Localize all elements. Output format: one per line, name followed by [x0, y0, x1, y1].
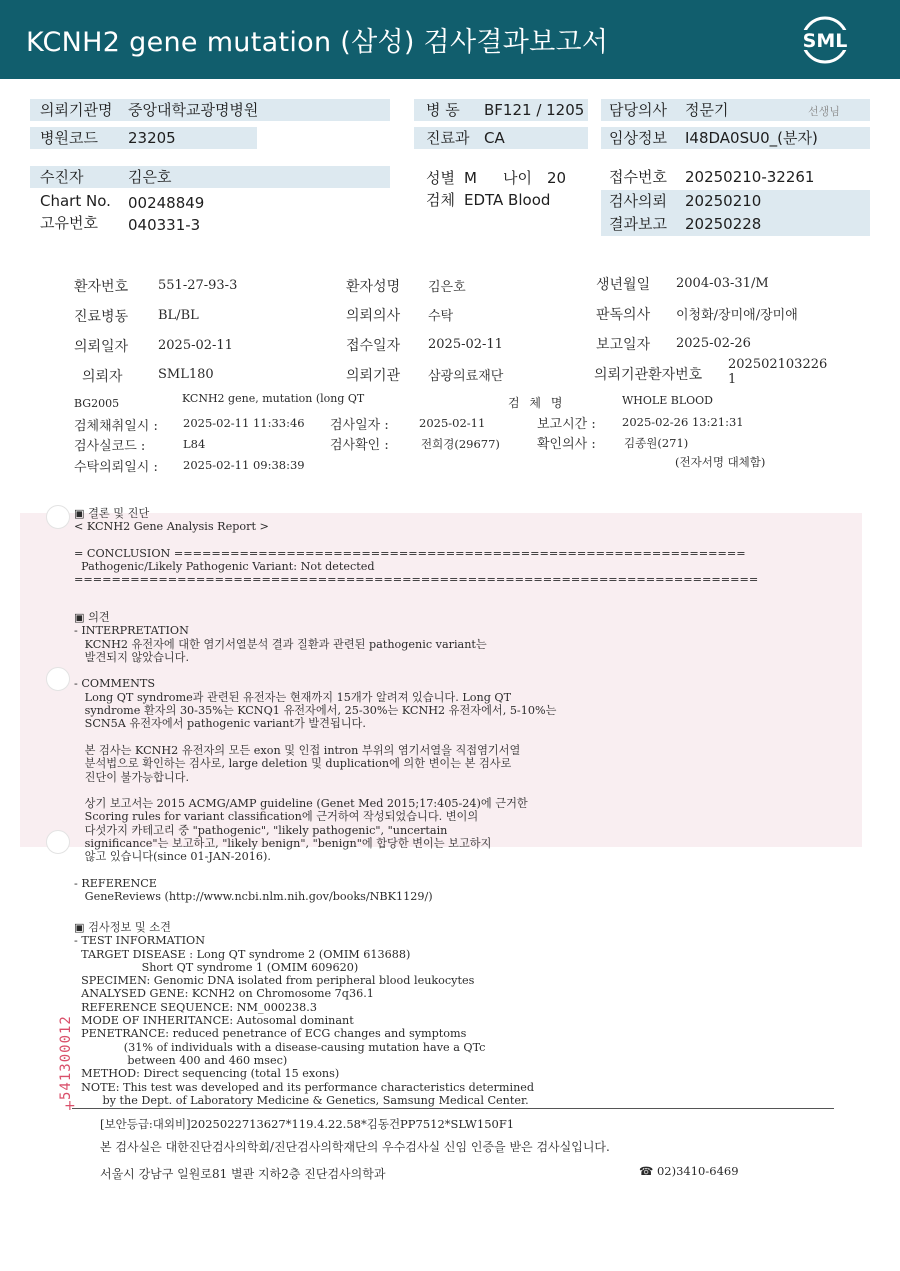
conclusion-section: ▣ 결론 및 진단 < KCNH2 Gene Analysis Report > = CONCLUSION ============================================================= Pathogenic/Likely Pathogenic Variant: Not detected =========================================================================: [74, 507, 759, 587]
unique-no-label: 고유번호: [40, 214, 98, 232]
punch-hole: [46, 667, 70, 691]
patient-no-label: 환자번호: [74, 279, 129, 295]
chart-no-label: Chart No.: [40, 192, 111, 210]
sml-logo-icon: [796, 12, 854, 68]
req-org-value: 삼광의료재단: [428, 369, 504, 384]
security-line: [보안등급:대외비]2025022713627*119.4.22.58*김동건PP7512*SLW150F1: [100, 1117, 515, 1131]
report-date-label: 보고일자: [596, 337, 651, 353]
req-date-value: 2025-02-11: [158, 338, 233, 353]
lab-code-label: 검사실코드 :: [74, 439, 146, 454]
confirm-value: 김종원(271): [624, 436, 689, 450]
ward-doc-value: BL/BL: [158, 308, 199, 323]
consign-label: 수탁의뢰일시 :: [74, 460, 158, 475]
lab-phone: ☎ 02)3410-6469: [639, 1164, 739, 1178]
label-bar: [30, 166, 390, 188]
test-check-value: 전희경(29677): [421, 437, 500, 451]
result-value: 20250228: [685, 215, 762, 233]
confirm-label: 확인의사 :: [537, 437, 596, 452]
report-time-label: 보고시간 :: [537, 417, 596, 432]
report-time-value: 2025-02-26 13:21:31: [622, 415, 744, 429]
req-org-pt-value: 202502103226: [728, 357, 828, 372]
reading-label: 판독의사: [596, 307, 651, 323]
lab-address: 서울시 강남구 일원로81 별관 지하2층 진단검사의학과: [100, 1167, 386, 1181]
patient-value: 김은호: [128, 168, 172, 186]
report-date-value: 2025-02-26: [676, 336, 751, 351]
sex-label: 성별: [426, 169, 455, 187]
specimen-doc-value: WHOLE BLOOD: [622, 394, 713, 407]
reading-value: 이청화/장미애/장미애: [676, 308, 798, 323]
req-date-label: 의뢰일자: [74, 339, 129, 355]
receipt-value: 20250210-32261: [685, 168, 815, 186]
lab-code-value: L84: [183, 437, 206, 451]
req-org-label: 의뢰기관: [346, 368, 401, 384]
receipt-label: 접수번호: [609, 168, 667, 186]
specimen-value: EDTA Blood: [464, 191, 551, 209]
referring-org-value: 중앙대학교광명병원: [128, 101, 259, 119]
patient-name-value: 김은호: [428, 280, 466, 295]
hospital-code-label: 병원코드: [40, 129, 98, 147]
side-plus-mark: +: [64, 1098, 76, 1114]
clinical-value: I48DA0SU0_(분자): [685, 129, 818, 147]
unique-no-value: 040331-3: [128, 216, 201, 234]
chart-no-value: 00248849: [128, 194, 205, 212]
hospital-code-value: 23205: [128, 129, 176, 147]
birth-label: 생년월일: [596, 277, 651, 293]
doctor-label: 담당의사: [609, 101, 667, 119]
req-doctor-value: 수탁: [428, 309, 454, 324]
result-label: 결과보고: [609, 215, 667, 233]
dept-value: CA: [484, 129, 505, 147]
report-header: [0, 0, 900, 79]
sex-value: M: [464, 169, 477, 187]
ward-label: 병 동: [426, 101, 460, 119]
clinical-label: 임상정보: [609, 129, 667, 147]
specimen-label: 검체: [426, 191, 455, 209]
requester-value: SML180: [158, 367, 214, 382]
ward-doc-label: 진료병동: [74, 309, 129, 325]
ward-value: BF121 / 1205: [484, 101, 585, 119]
patient-label: 수진자: [40, 168, 84, 186]
req-org-pt-label: 의뢰기관환자번호: [594, 367, 703, 383]
divider: [72, 1108, 834, 1109]
patient-name-label: 환자성명: [346, 279, 401, 295]
punch-hole: [46, 830, 70, 854]
age-value: 20: [547, 169, 567, 187]
recv-date-value: 2025-02-11: [428, 337, 503, 352]
birth-value: 2004-03-31/M: [676, 276, 769, 291]
logo-text: SML: [802, 30, 848, 52]
req-doctor-label: 의뢰의사: [346, 308, 401, 324]
test-code: BG2005: [74, 397, 120, 410]
test-date-value: 2025-02-11: [419, 416, 486, 430]
dept-label: 진료과: [426, 129, 470, 147]
certification-line: 본 검사실은 대한진단검사의학회/진단검사의학재단의 우수검사실 신임 인증을 받은 검사실입니다.: [100, 1140, 610, 1154]
test-date-label: 검사일자 :: [330, 418, 389, 433]
esign-note: (전자서명 대체함): [675, 455, 766, 469]
opinion-section: ▣ 의견 - INTERPRETATION KCNH2 유전자에 대한 염기서열분석 결과 질환과 관련된 pathogenic variant는 발견되지 않았습니다. - COMMENTS Long QT syndrome과 관련된 유전자는 현재까지 15개가 알려져 있습니다. Long QT syndrome 환자의 30-35%는 KCNQ1 유전자에서, 25-30%는 KCNH2 유전자에서, 5-10%는 SCN5A 유전자에서 pathogenic variant가 발견됩니다. 본 검사는 KCNH2 유전자의 모든 exon 및 인접 intron 부위의 염기서열을 직접염기서열 분석법으로 확인하는 검사로, large deletion 및 duplication에 의한 변이는 본 검사로 진단이 불가능합니다. 상기 보고서는 2015 ACMG/AMP guideline (Genet Med 2015;17:405-24)에 근거한 Scoring rules for variant classification에 근거하여 작성되었습니다. 변이의 다섯가지 카테고리 중 "pathogenic", "likely pathogenic", "uncertain significance"는 보고하고, "likely benign", "benign"에 합당한 변이는 보고하지 않고 있습니다(since 01-JAN-2016). - REFERENCE GeneReviews (http://www.ncbi.nlm.nih.gov/books/NBK1129/): [74, 611, 557, 904]
request-label: 검사의뢰: [609, 192, 667, 210]
doctor-suffix: 선생님: [808, 105, 840, 118]
request-value: 20250210: [685, 192, 762, 210]
collect-value: 2025-02-11 11:33:46: [183, 416, 305, 430]
collect-label: 검체채취일시 :: [74, 419, 158, 434]
requester-label: 의뢰자: [82, 369, 123, 385]
test-info-section: ▣ 검사정보 및 소견 - TEST INFORMATION TARGET DISEASE : Long QT syndrome 2 (OMIM 613688) Short QT syndrome 1 (OMIM 609620) SPECIMEN: Genomic DNA isolated from peripheral blood leukocytes ANALYSED GENE: KCNH2 on Chromosome 7q36.1 REFERENCE SEQUENCE: NM_000238.3 MODE OF INHERITANCE: Autosomal dominant PENETRANCE: reduced penetrance of ECG changes and symptoms (31% of individuals with a disease-causing mutation have a QTc between 400 and 460 msec) METHOD: Direct sequencing (total 15 exons) NOTE: This test was developed and its performance characteristics determined by the Dept. of Laboratory Medicine & Genetics, Samsung Medical Center.: [74, 921, 535, 1107]
report-title: KCNH2 gene mutation (삼성) 검사결과보고서: [26, 27, 609, 58]
referring-org-label: 의뢰기관명: [40, 101, 113, 119]
recv-date-label: 접수일자: [346, 338, 401, 354]
test-check-label: 검사확인 :: [330, 438, 389, 453]
specimen-doc-label: 검 체 명: [508, 396, 566, 410]
test-name: KCNH2 gene, mutation (long QT: [182, 392, 365, 405]
req-org-pt-value-2: 1: [728, 372, 737, 387]
doctor-value: 정문기: [685, 101, 729, 119]
age-label: 나이: [503, 169, 532, 187]
punch-hole: [46, 505, 70, 529]
consign-value: 2025-02-11 09:38:39: [183, 458, 305, 472]
patient-no-value: 551-27-93-3: [158, 278, 238, 293]
side-serial-number: 541300012: [58, 1015, 74, 1100]
